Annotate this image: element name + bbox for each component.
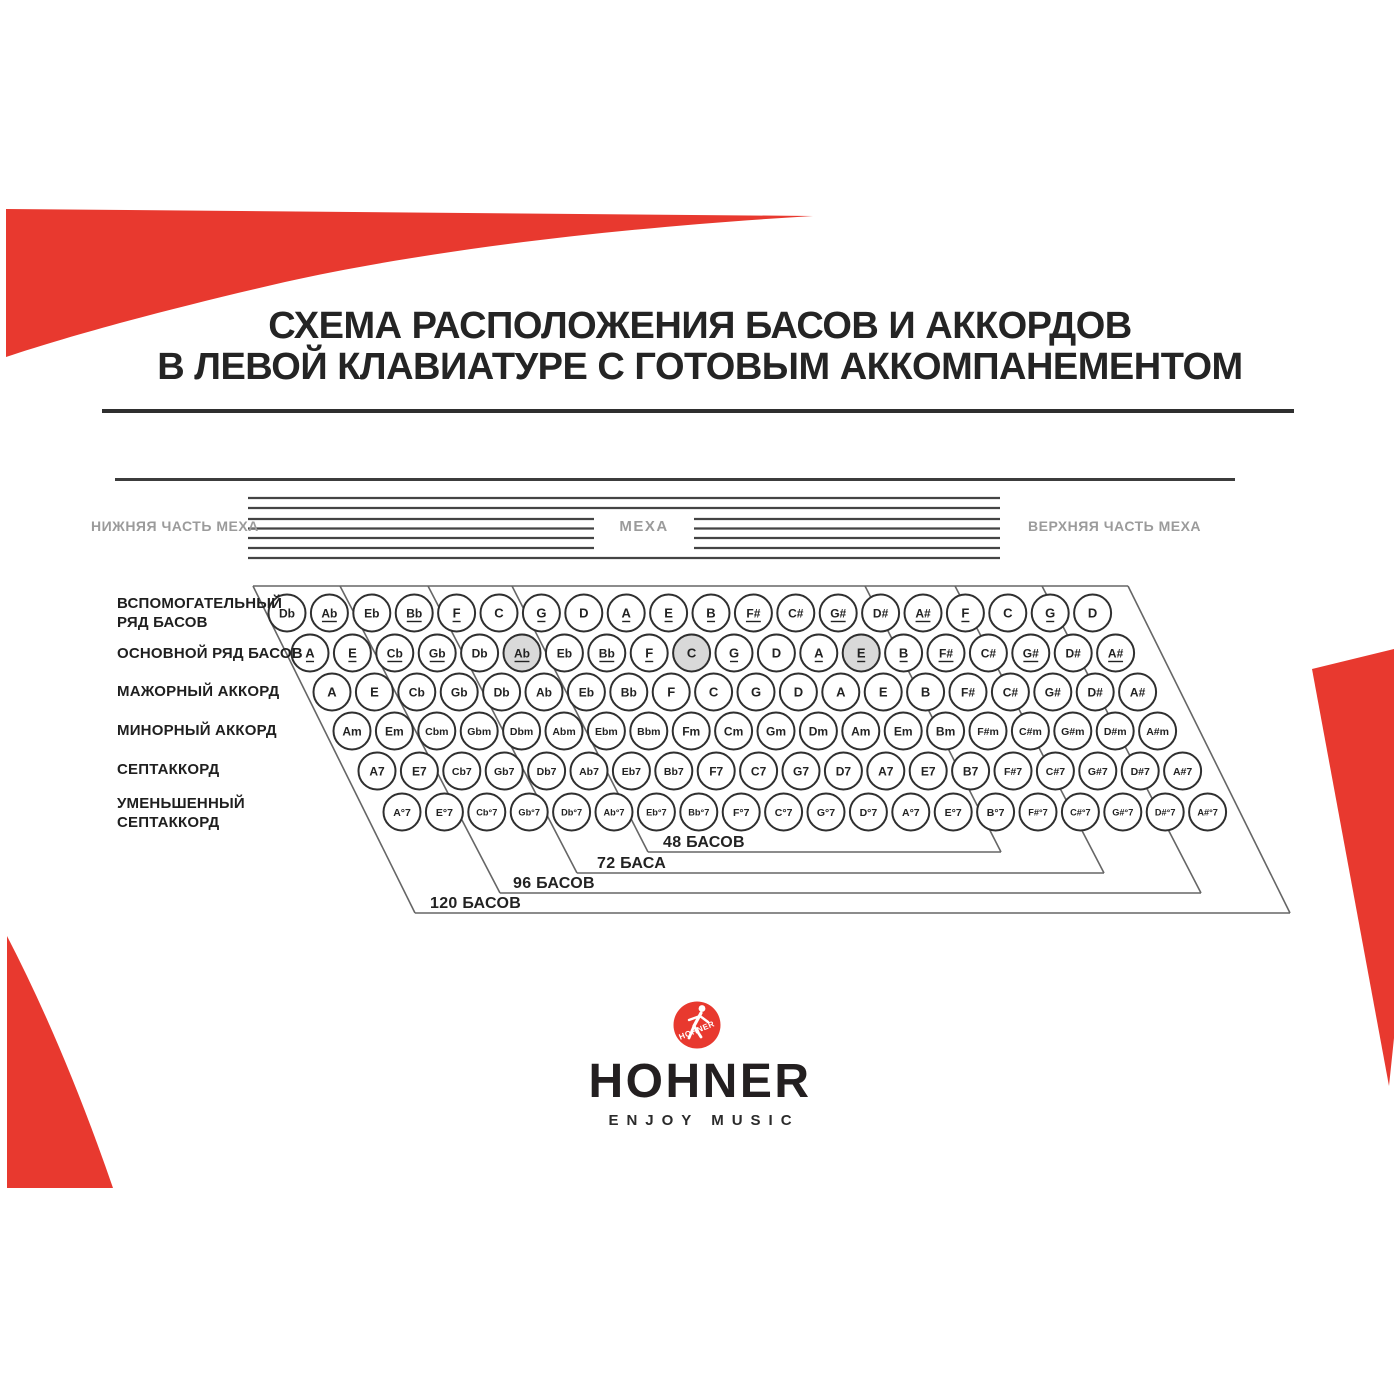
- bass-button-label: E°7: [944, 806, 962, 819]
- bass-button-label: A#°7: [1197, 807, 1218, 818]
- bass-button-label: Bm: [935, 724, 956, 739]
- bass-button-label: E: [664, 605, 673, 621]
- bass-button-label: F: [452, 605, 461, 621]
- bass-button-label: G#: [1044, 685, 1061, 700]
- bass-button-label: A°7: [901, 806, 920, 819]
- brand-tagline: ENJOY MUSIC: [608, 1112, 800, 1129]
- bass-button-label: Db7: [536, 765, 557, 778]
- bass-button-label: G: [750, 684, 762, 700]
- bass-button-label: A#: [1107, 646, 1124, 661]
- bass-button-label: Eb: [578, 685, 595, 700]
- bass-button-label: Db: [279, 606, 295, 621]
- bass-button-label: D#°7: [1154, 807, 1176, 818]
- bass-button-label: D: [1087, 605, 1098, 621]
- bass-button-label: Bb°7: [688, 807, 710, 818]
- page-title: [0, 306, 1400, 388]
- bass-button-label: C#m: [1019, 725, 1042, 738]
- bass-button-label: D: [579, 605, 589, 621]
- bass-button-label: F#7: [1003, 765, 1023, 778]
- bass-button-label: E7: [412, 764, 427, 779]
- top-divider: [115, 478, 1235, 481]
- bass-button-label: Gbm: [467, 725, 492, 738]
- bass-button-label: Db°7: [561, 807, 583, 818]
- bass-button-label: A#: [915, 606, 931, 621]
- bass-button-label: C: [494, 605, 504, 621]
- bass-button-label: A°7: [393, 806, 411, 819]
- bass-button-label: D#: [1065, 646, 1081, 661]
- bass-button-label: D: [793, 684, 804, 700]
- bass-button-label: Am: [851, 724, 871, 739]
- bass-button-label: Ab7: [579, 765, 599, 778]
- bass-button-label: Ebm: [595, 725, 618, 738]
- bass-button-label: Ab: [514, 646, 530, 661]
- row-label-auxiliary-bass: ВСПОМОГАТЕЛЬНЫЙ РЯД БАСОВ: [117, 595, 283, 631]
- bass-button-label: E: [370, 684, 379, 700]
- bass-button-label: B: [706, 605, 716, 621]
- bass-button-label: Fm: [682, 724, 701, 739]
- bass-button-label: E: [856, 645, 866, 661]
- page-title-line1: СХЕМА РАСПОЛОЖЕНИЯ БАСОВ И АККОРДОВ: [268, 305, 1132, 347]
- bass-button-label: Bb: [406, 606, 423, 621]
- bass-button-label: A: [305, 645, 315, 661]
- range-label-72: 72 БАСА: [597, 855, 667, 872]
- bass-button-label: Gb°7: [518, 807, 540, 818]
- bass-chord-diagram: [269, 595, 1227, 831]
- red-sliver-right: [1312, 649, 1394, 1086]
- bass-button-label: E: [878, 684, 888, 700]
- bass-button-label: Ab: [536, 685, 552, 700]
- bass-button-label: F#°7: [1028, 807, 1048, 818]
- bass-button-label: Eb: [364, 606, 380, 621]
- bass-button-label: F: [961, 605, 970, 621]
- bass-button-label: Db: [471, 646, 488, 661]
- bass-button-label: F: [667, 684, 676, 700]
- row-label-minor-chord: МИНОРНЫЙ АККОРД: [117, 722, 277, 739]
- bass-button-label: Cbm: [425, 725, 449, 738]
- bass-button-label: D°7: [859, 806, 878, 819]
- page-title-line2: В ЛЕВОЙ КЛАВИАТУРЕ С ГОТОВЫМ АККОМПАНЕМЕНТОМ: [157, 346, 1243, 388]
- bass-button-label: Cm: [723, 724, 744, 739]
- bass-button-label: F#: [960, 685, 976, 700]
- hohner-badge-text: HOHNER: [677, 1019, 716, 1042]
- range-label-120: 120 БАСОВ: [430, 895, 522, 912]
- row-label-dim-seventh-chord: УМЕНЬШЕННЫЙ СЕПТАККОРД: [117, 795, 245, 831]
- range-label-96: 96 БАСОВ: [513, 875, 595, 892]
- bass-button-label: A: [327, 684, 337, 700]
- bass-button-label: G#7: [1087, 765, 1108, 778]
- hohner-man-head-icon: [699, 1005, 706, 1012]
- bass-button-label: G°7: [816, 806, 836, 819]
- hohner-badge: [674, 1002, 721, 1049]
- bass-button-label: C: [1003, 605, 1013, 621]
- bass-button-label: Eb7: [621, 765, 642, 778]
- bass-button-label: Cb: [408, 685, 425, 700]
- bass-button-label: A#: [1129, 685, 1146, 700]
- row-label-major-chord: МАЖОРНЫЙ АККОРД: [117, 683, 280, 700]
- bass-button-label: Ab°7: [603, 807, 625, 818]
- bass-button-label: Eb°7: [646, 807, 667, 818]
- bass-button-label: D: [771, 645, 782, 661]
- bass-button-label: G#°7: [1112, 807, 1134, 818]
- bass-button-label: B: [898, 645, 909, 661]
- bass-button-label: D#: [1087, 685, 1103, 700]
- bass-button-label: C#: [788, 606, 804, 621]
- bass-button-label: Cb7: [451, 765, 472, 778]
- bass-button-label: Dm: [808, 724, 829, 739]
- bass-button-label: F°7: [732, 806, 750, 819]
- bass-button-label: G: [1045, 605, 1056, 621]
- bass-button-label: A#7: [1172, 765, 1193, 778]
- bass-button-label: G#m: [1061, 725, 1085, 738]
- bass-button-label: C#7: [1045, 765, 1066, 778]
- bass-button-label: A7: [369, 764, 385, 779]
- bass-button-label: G7: [792, 764, 810, 779]
- bass-button-label: Em: [893, 724, 913, 739]
- bass-button-label: F7: [709, 764, 724, 779]
- bass-button-label: D#: [872, 606, 889, 621]
- bass-button-label: D7: [835, 764, 852, 779]
- bass-button-label: Eb: [556, 646, 573, 661]
- bass-button-label: Abm: [552, 725, 576, 738]
- bass-button-label: Ab: [321, 606, 338, 621]
- bass-button-label: Db: [493, 685, 510, 700]
- bass-button-label: D#7: [1130, 765, 1150, 778]
- bass-button-label: C#°7: [1070, 807, 1091, 818]
- bass-button-label: F#m: [977, 725, 999, 738]
- range-label-48: 48 БАСОВ: [663, 834, 745, 851]
- bass-button-label: B7: [962, 764, 979, 779]
- bass-button-label: B: [920, 684, 931, 700]
- bass-button-label: Cb: [386, 646, 403, 661]
- bass-button-label: G: [536, 605, 547, 621]
- bass-button-label: Gb: [450, 685, 468, 700]
- bass-button-label: D#m: [1103, 725, 1127, 738]
- bass-button-label: F: [645, 645, 654, 661]
- bass-button-label: C°7: [774, 806, 793, 819]
- bass-button-label: Em: [385, 724, 404, 739]
- bass-button-label: A: [836, 684, 846, 700]
- brand-wordmark: HOHNER: [588, 1055, 812, 1108]
- bass-button-label: E°7: [435, 806, 453, 819]
- row-label-seventh-chord: СЕПТАККОРД: [117, 761, 220, 778]
- bass-button-label: A: [621, 605, 631, 621]
- bass-button-label: F#: [938, 646, 954, 661]
- bass-button-label: E: [348, 645, 357, 661]
- bass-button-label: Cb°7: [476, 807, 498, 818]
- bass-button-label: E7: [920, 764, 936, 779]
- bass-button-label: B°7: [986, 806, 1005, 819]
- bass-button-label: A: [814, 645, 824, 661]
- bass-button-label: Gm: [765, 724, 787, 739]
- row-label-main-bass: ОСНОВНОЙ РЯД БАСОВ: [117, 645, 303, 662]
- bass-button-label: Am: [342, 724, 362, 739]
- bass-button-label: Bb: [620, 685, 637, 700]
- bass-button-label: C7: [750, 764, 767, 779]
- bass-button-label: C: [686, 645, 697, 661]
- bass-button-label: C#: [1002, 685, 1019, 700]
- bass-button-label: G: [728, 645, 740, 661]
- bass-button-label: Dbm: [509, 725, 534, 738]
- bass-button-label: G#: [830, 606, 847, 621]
- bass-button-label: C: [708, 684, 719, 700]
- bass-button-label: Gb: [428, 646, 446, 661]
- bass-button-label: G#: [1022, 646, 1039, 661]
- bass-button-label: Gb7: [493, 765, 515, 778]
- bass-button-label: C#: [980, 646, 997, 661]
- bellows-upper-label: ВЕРХНЯЯ ЧАСТЬ МЕХА: [1028, 518, 1202, 534]
- bass-button-label: Bb7: [663, 765, 684, 778]
- bass-button-label: Bbm: [637, 725, 661, 738]
- bass-button-label: F#: [746, 606, 761, 621]
- bellows-lower-label: НИЖНЯЯ ЧАСТЬ МЕХА: [91, 518, 259, 534]
- bass-button-label: Bb: [598, 646, 615, 661]
- title-divider: [102, 409, 1294, 413]
- bass-button-label: A7: [878, 764, 894, 779]
- bellows-label: МЕХА: [619, 518, 669, 535]
- bass-button-label: A#m: [1146, 725, 1169, 738]
